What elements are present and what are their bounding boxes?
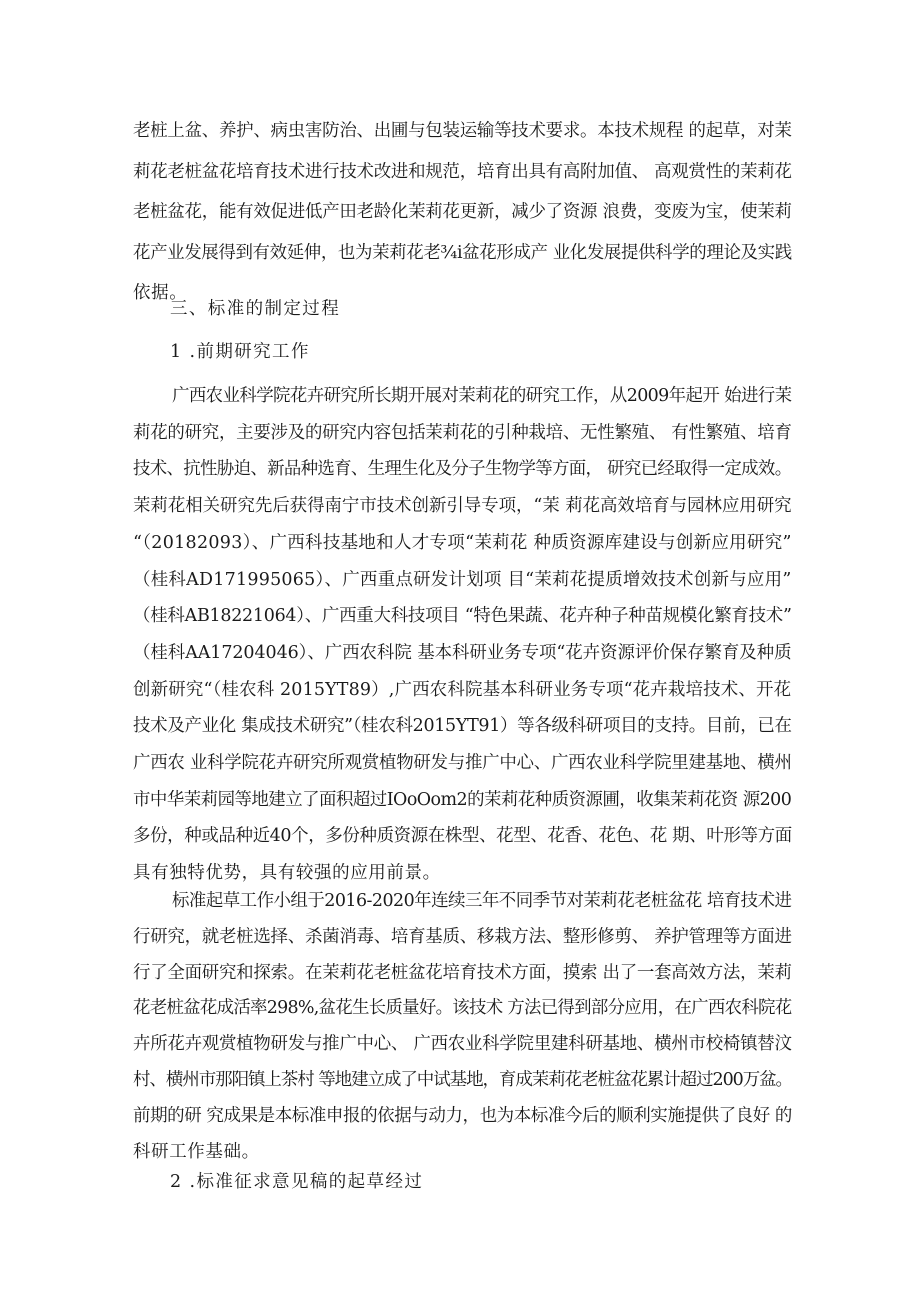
paragraph-2-line: 具有独特优势，具有较强的应用前景。: [133, 863, 441, 884]
paragraph-2-line: “（20182093）、广西科技基地和人才专项“茉莉花 种质资源库建设与创新应用研究”: [133, 532, 792, 553]
paragraph-2-line: 技术、抗性胁迫、新品种选育、生理生化及分子生物学等方面， 研究已经取得一定成效。: [133, 459, 792, 480]
paragraph-1-line: 依据。: [133, 283, 188, 303]
paragraph-2-line: 多份，种或品种近40个，多份种质资源在株型、花型、花香、花色、花 期、叶形等方面: [133, 826, 792, 847]
paragraph-1-line: 老桩上盆、养护、病虫害防治、出圃与包装运输等技术要求。本技术规程 的起草，对茉: [133, 121, 792, 141]
paragraph-3-line: 村、横州市那阳镇上茶村 等地建立成了中试基地，育成茉莉花老桩盆花累计超过200万盆。: [133, 1070, 792, 1090]
paragraph-2-line: 市中华茉莉园等地建立了面积超过IOoOom2的茉莉花种质资源圃，收集茉莉花资 源200: [133, 789, 792, 810]
paragraph-2-line: 技术及产业化 集成技术研究”（桂农科2015YT91）等各级科研项目的支持。目前，已在: [133, 716, 792, 737]
paragraph-2-line: 广西农业科学院花卉研究所长期开展对茉莉花的研究工作，从2009年起开 始进行茉: [172, 386, 792, 406]
paragraph-2-line: 莉花的研究，主要涉及的研究内容包括茉莉花的引种栽培、无性繁殖、 有性繁殖、培育: [133, 422, 792, 443]
paragraph-2-line: 茉莉花相关研究先后获得南宁市技术创新引导专项，“茉 莉花高效培育与园林应用研究: [133, 496, 792, 517]
paragraph-3-line: 行了全面研究和探索。在茉莉花老桩盆花培育技术方面，摸索 出了一套高效方法，茉莉: [133, 962, 792, 983]
paragraph-2-line: （桂科AA17204046）、广西农科院 基本科研业务专项“花卉资源评价保存繁育及种质: [133, 642, 792, 663]
paragraph-2-line: （桂科AD171995065）、广西重点研发计划项 目“茉莉花提质增效技术创新与应用”: [133, 569, 792, 590]
paragraph-1-line: 老桩盆花，能有效促进低产田老龄化茉莉花更新，减少了资源 浪费，变废为宝，使茉莉: [133, 202, 792, 222]
paragraph-3-line: 前期的研 究成果是本标准申报的依据与动力，也为本标准今后的顺利实施提供了良好 的: [133, 1105, 792, 1126]
paragraph-1-line: 花产业发展得到有效延伸，也为茉莉花老¾i盆花形成产 业化发展提供科学的理论及实践: [133, 242, 792, 263]
paragraph-3-line: 花老桩盆花成活率298%,盆花生长质量好。该技术 方法已得到部分应用，在广西农科院花: [133, 998, 792, 1019]
paragraph-3-line: 卉所花卉观赏植物研发与推广中心、 广西农业科学院里建科研基地、横州市校椅镇替汶: [133, 1034, 792, 1055]
paragraph-3-line: 科研工作基础。: [133, 1141, 260, 1162]
paragraph-2-line: （桂科AB18221064）、广西重大科技项目 “特色果蔬、花卉种子种苗规模化繁育技术”: [133, 606, 792, 627]
paragraph-3-line: 行研究，就老桩选择、杀菌消毒、培育基质、移栽方法、整形修剪、 养护管理等方面进: [133, 926, 792, 947]
paragraph-2-line: 广西农 业科学院花卉研究所观赏植物研发与推广中心、广西农业科学院里建基地、横州: [133, 753, 792, 773]
paragraph-3-line: 标准起草工作小组于2016-2020年连续三年不同季节对茉莉花老桩盆花 培育技术进: [172, 891, 792, 911]
subsection-heading: 2 .标准征求意见稿的起草经过: [170, 1172, 424, 1192]
section-heading: 三、标准的制定过程: [170, 299, 341, 319]
paragraph-1-line: 莉花老桩盆花培育技术进行技术改进和规范，培育出具有高附加值、 高观赏性的茉莉花: [133, 161, 792, 182]
subsection-heading: 1 .前期研究工作: [170, 342, 310, 362]
paragraph-2-line: 创新研究“（桂农科 2015YT89）,广西农科院基本科研业务专项“花卉栽培技术、开花: [133, 679, 792, 700]
